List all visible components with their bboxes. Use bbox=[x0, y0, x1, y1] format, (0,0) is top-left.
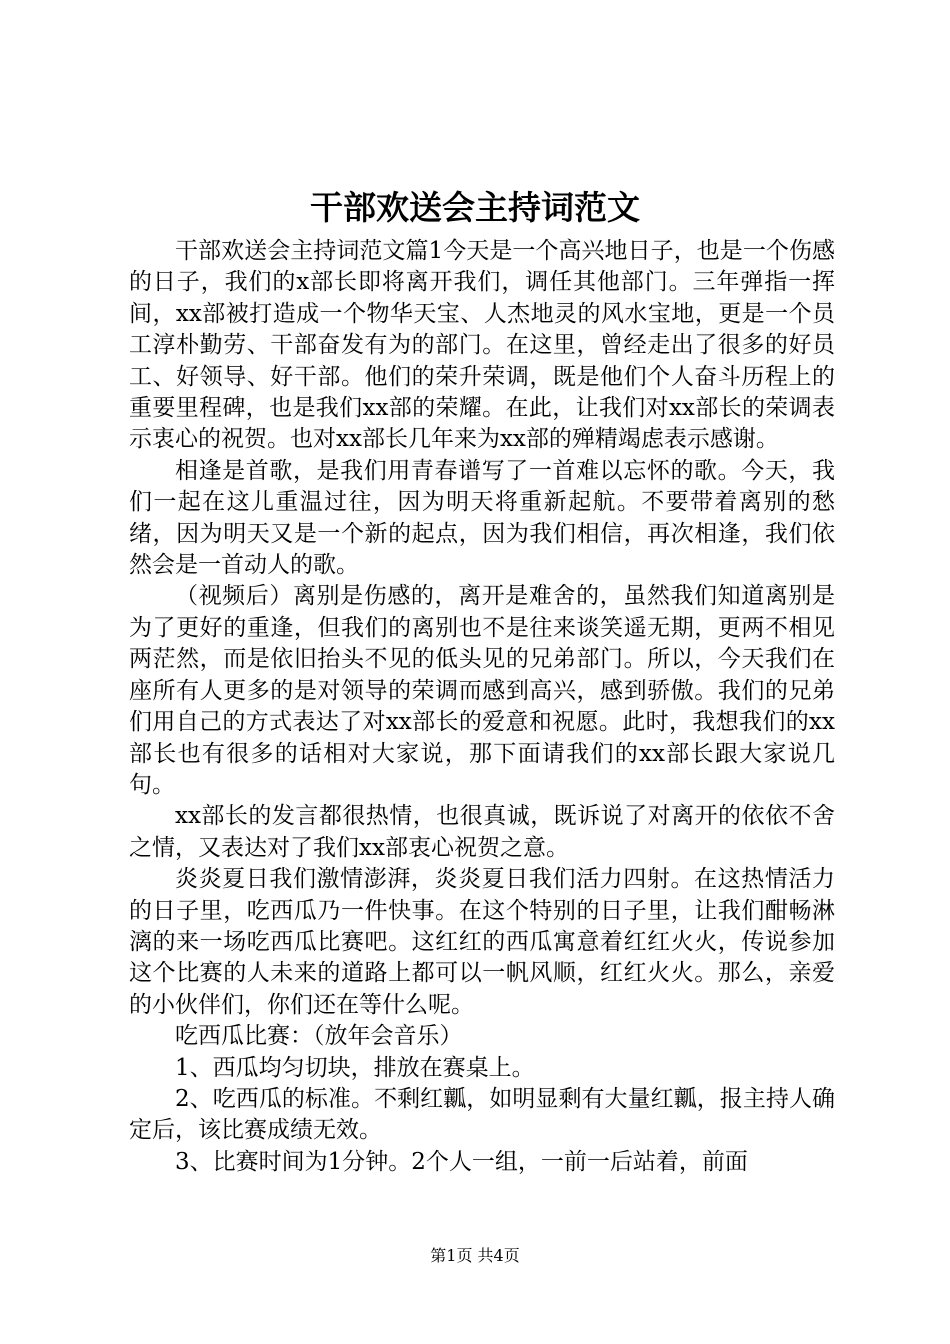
paragraph: 干部欢送会主持词范文篇1今天是一个高兴地日子，也是一个伤感的日子，我们的x部长即将离开我们，调任其他部门。三年弹指一挥间，xx部被打造成一个物华天宝、人杰地灵的风水宝地，更是一个员工淳朴勤劳、干部奋发有为的部门。在这里，曾经走出了很多的好员工、好领导、好干部。他们的荣升荣调，既是他们个人奋斗历程上的重要里程碑，也是我们xx部的荣耀。在此，让我们对xx部长的荣调表示衷心的祝贺。也对xx部长几年来为xx部的殚精竭虑表示感谢。 bbox=[129, 238, 835, 453]
paragraph: （视频后）离别是伤感的，离开是难舍的，虽然我们知道离别是为了更好的重逢，但我们的离别也不是往来谈笑遥无期，更两不相见两茫然，而是依旧抬头不见的低头见的兄弟部门。所以，今天我们在座所有人更多的是对领导的荣调而感到高兴，感到骄傲。我们的兄弟们用自己的方式表达了对xx部长的爱意和祝愿。此时，我想我们的xx部长也有很多的话相对大家说，那下面请我们的xx部长跟大家说几句。 bbox=[129, 583, 835, 798]
document-title: 干部欢送会主持词范文 bbox=[310, 188, 640, 227]
paragraph: 2、吃西瓜的标准。不剩红瓤，如明显剩有大量红瓤，报主持人确定后，该比赛成绩无效。 bbox=[129, 1085, 835, 1144]
paragraph: xx部长的发言都很热情，也很真诚，既诉说了对离开的依依不舍之情，又表达对了我们xx部衷心祝贺之意。 bbox=[129, 803, 835, 861]
paragraph: 3、比赛时间为1分钟。2个人一组，一前一后站着，前面 bbox=[175, 1148, 748, 1175]
paragraph: 相逢是首歌，是我们用青春谱写了一首难以忘怀的歌。今天，我们一起在这儿重温过往，因为明天将重新起航。不要带着离别的愁绪，因为明天又是一个新的起点，因为我们相信，再次相逢，我们依然会是一首动人的歌。 bbox=[129, 457, 835, 579]
paragraph: 炎炎夏日我们激情澎湃，炎炎夏日我们活力四射。在这热情活力的日子里，吃西瓜乃一件快事。在这个特别的日子里，让我们酣畅淋漓的来一场吃西瓜比赛吧。这红红的西瓜寓意着红红火火，传说参加这个比赛的人未来的道路上都可以一帆风顺，红红火火。那么，亲爱的小伙伴们，你们还在等什么呢。 bbox=[129, 866, 835, 1018]
page-number-footer: 第1页 共4页 bbox=[430, 1246, 520, 1265]
paragraph: 1、西瓜均匀切块，排放在赛桌上。 bbox=[175, 1054, 535, 1081]
document-body bbox=[129, 236, 835, 1178]
paragraph: 吃西瓜比赛：（放年会音乐） bbox=[175, 1023, 463, 1050]
